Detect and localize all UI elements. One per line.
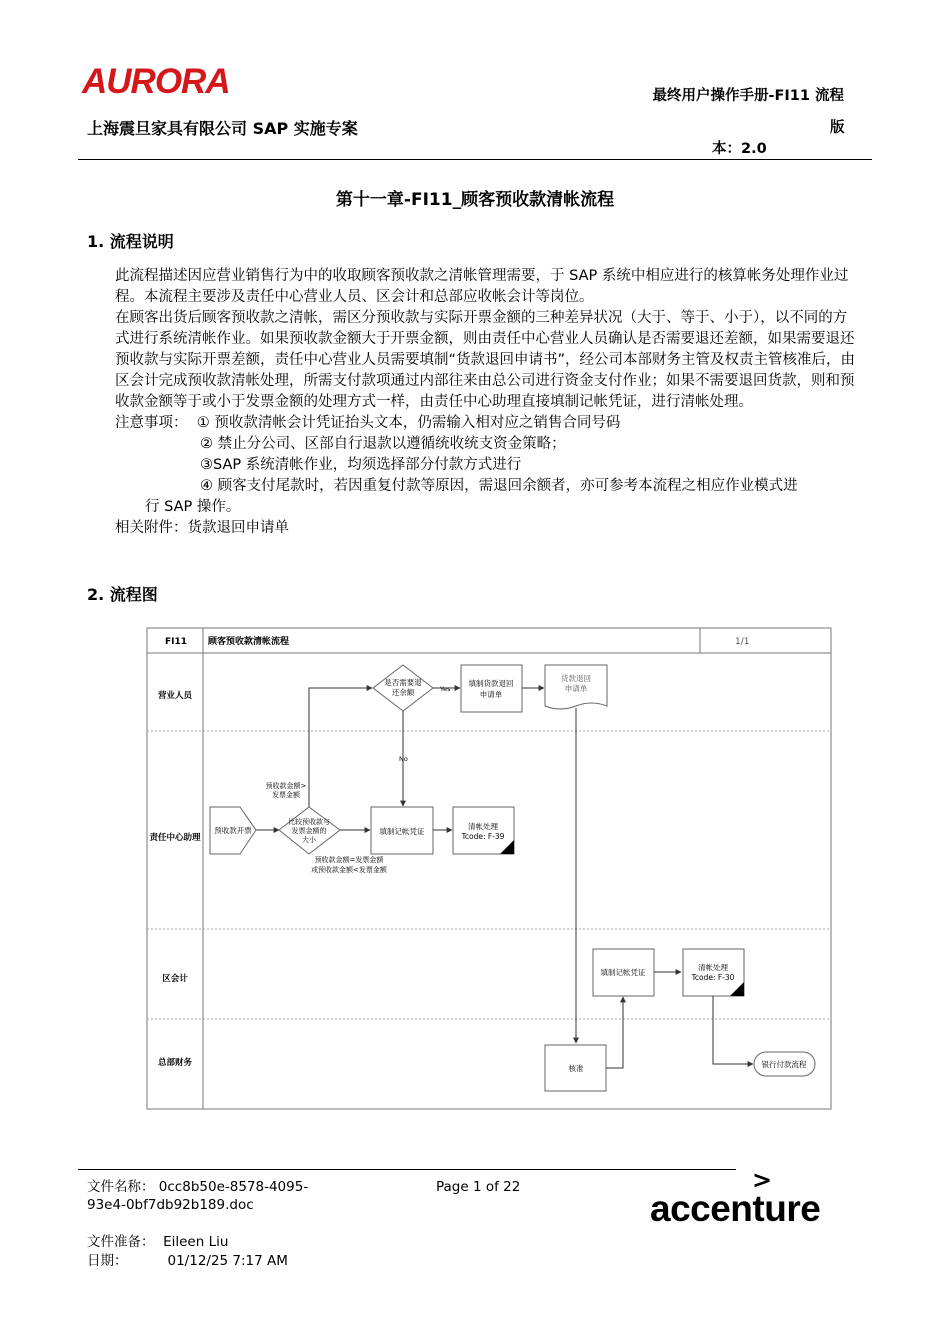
voucher-2-text: 填制记帐凭证: [600, 968, 646, 977]
attachment-line: 相关附件：货款退回申请单: [115, 520, 289, 536]
aurora-logo: AURORA: [82, 62, 230, 101]
notes-label: 注意事项：: [115, 415, 188, 431]
footer-date: [87, 1252, 288, 1270]
fill-refund-form-text-2: 申请单: [479, 690, 503, 699]
lane-sales: 营业人员: [157, 691, 193, 701]
cond-greater-text-2: 发票金额: [272, 791, 300, 799]
paragraph-1: 此流程描述因应营业销售行为中的收取顾客预收款之清帐管理需要，于 SAP 系统中相应进行的核算帐务处理作业过程。本流程主要涉及责任中心营业人员、区会计和总部应收帐会计等岗位。: [115, 268, 849, 305]
filename-line-1: 0cc8b50e-8578-4095-: [158, 1179, 309, 1195]
note-4: ④ 顾客支付尾款时，若因重复付款等原因，需退回余额者，亦可参考本流程之相应作业模式进: [200, 478, 798, 494]
clear-1-text-1: 清帐处理: [468, 822, 498, 831]
cond-less-equal-text-1: 预收款金额=发票金额: [314, 856, 384, 864]
lane-area-accounting: 区会计: [162, 974, 188, 984]
paragraph-2: 在顾客出货后顾客预收款之清帐，需区分预收款与实际开票金额的三种差异状况（大于、等于、小于），以不同的方式进行系统清帐作业。如果预收款金额大于开票金额，则由责任中心营业人员确认是否需要退还差额，如果需要退还预收款与实际开票差额，责任中心营业人员需要填制“货款退回申请书”，经公司本部财务主管及权责主管核准后，由区会计完成预收款清帐处理，所需支付款项通过内部往来由总公司进行资金支付作业；如果不需要退回货款，则和预收款金额等于或小于发票金额的处理方式一样，由责任中心助理直接填制记帐凭证，进行清帐处理。: [115, 310, 856, 410]
start-text: 预收款开票: [214, 826, 252, 835]
refund-doc-text-2: 申请单: [564, 684, 588, 693]
date-label: 日期：: [87, 1253, 128, 1269]
decision-refund-text-2: 还余额: [391, 688, 415, 697]
refund-doc-text-1: 货款退回: [561, 674, 591, 683]
fill-refund-form-text-1: 填制货款退回: [468, 679, 514, 688]
company-name: 上海震旦家具有限公司 SAP 实施专案: [87, 119, 358, 138]
lane-assistant: 责任中心助理: [149, 833, 201, 843]
filename-line-2: 93e4-0bf7db92b189.doc: [87, 1197, 254, 1213]
footer-filename: [87, 1178, 308, 1214]
yes-label: Yes: [440, 685, 451, 693]
cond-greater-text-1: 预收款金额>: [265, 782, 307, 790]
decision-compare-text-2: 发票金额的: [291, 827, 327, 835]
section-1-title: 1. 流程说明: [87, 232, 174, 251]
lane-hq-finance: 总部财务: [157, 1058, 193, 1068]
fill-refund-form-box: [461, 665, 522, 712]
prepared-by: Eileen Liu: [163, 1234, 229, 1250]
clear-1-text-2: Tcode: F-39: [461, 832, 505, 841]
bank-payment-text: 银行付款流程: [761, 1060, 807, 1069]
flowchart-name: 顾客预收款清帐流程: [208, 637, 290, 647]
chapter-title: 第十一章-FI11_顾客预收款清帐流程: [335, 190, 615, 210]
decision-refund-text-1: 是否需要退: [384, 678, 422, 687]
note-1: 注意事项： ① 预收款清帐会计凭证抬头文本，仍需输入相对应之销售合同号码: [115, 415, 621, 431]
flowchart-page: 1/1: [735, 637, 750, 647]
accenture-logo: accenture: [650, 1188, 821, 1229]
flowchart-code: FI11: [165, 637, 188, 647]
voucher-1-text: 填制记帐凭证: [379, 827, 425, 836]
version-value: 本：2.0: [712, 141, 767, 157]
document-title: 最终用户操作手册-FI11 流程: [652, 88, 844, 104]
section-2-title: 2. 流程图: [87, 585, 158, 604]
clear-2-text-1: 清帐处理: [698, 963, 728, 972]
footer-page-number: Page 1 of 22: [436, 1179, 521, 1195]
approve-text: 核准: [568, 1064, 584, 1073]
note-2: ② 禁止分公司、区部自行退款以遵循统收统支资金策略；: [200, 436, 566, 452]
clear-2-text-2: Tcode: F-30: [691, 973, 735, 982]
filename-label: 文件名称：: [87, 1179, 155, 1195]
cond-less-equal-text-2: 或预收款金额<发票金额: [311, 866, 387, 874]
date-value: 01/12/25 7:17 AM: [167, 1253, 288, 1269]
note-3: ③SAP 系统清帐作业，均须选择部分付款方式进行: [200, 457, 522, 473]
no-label: No: [399, 755, 408, 763]
prepared-label: 文件准备：: [87, 1234, 155, 1250]
note-4-cont: 行 SAP 操作。: [145, 499, 241, 515]
version-label: 版: [830, 120, 845, 136]
decision-compare-text-3: 大小: [302, 836, 316, 844]
footer-rule: [78, 1169, 736, 1170]
accenture-mark: >: [752, 1166, 773, 1194]
decision-compare-text-1: 比较预收款与: [288, 818, 330, 826]
footer-prepared: [87, 1233, 228, 1251]
